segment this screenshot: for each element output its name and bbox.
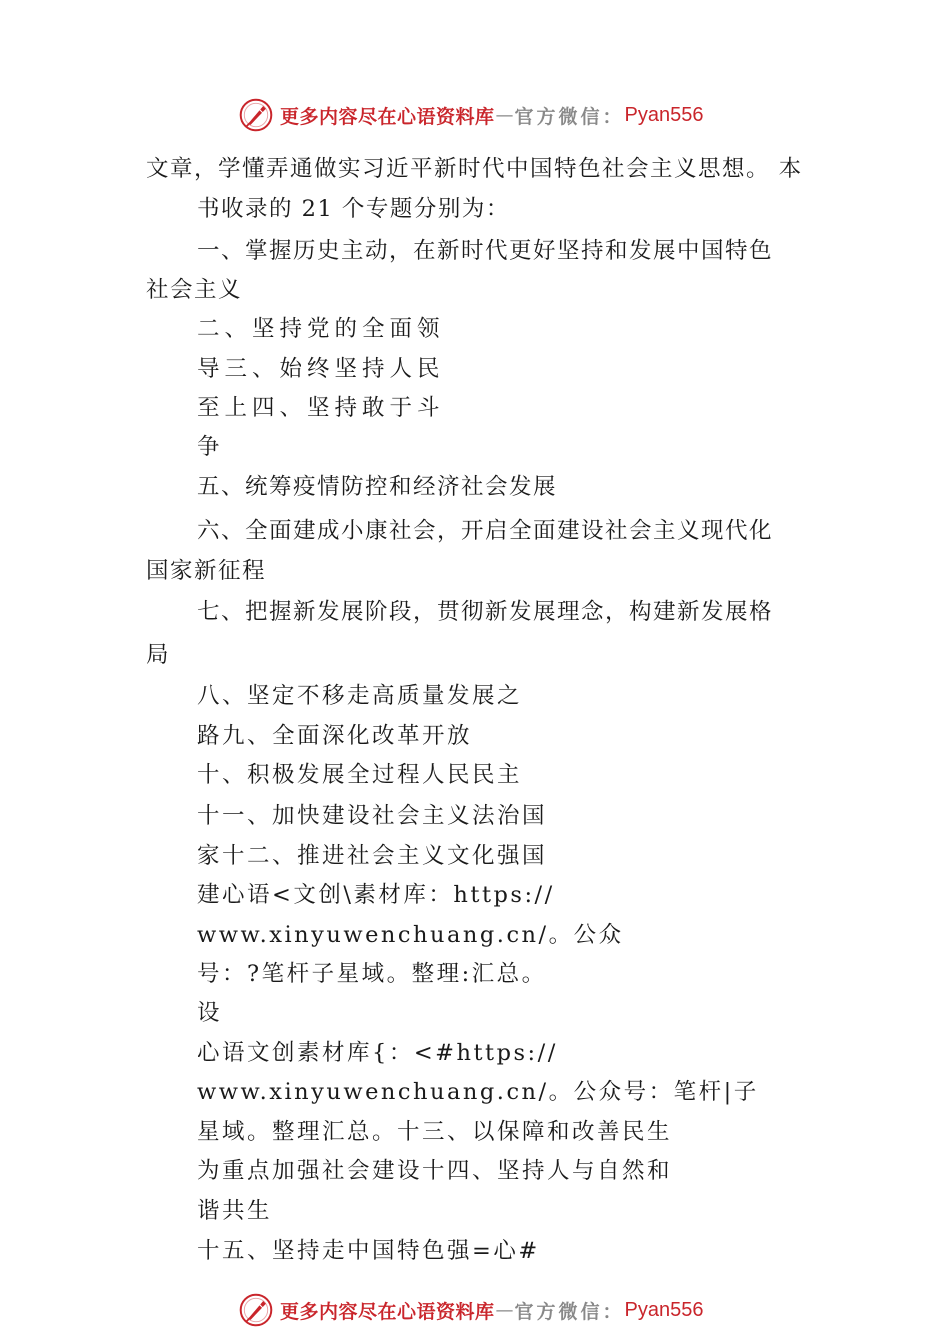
- text-line: 争: [197, 434, 225, 460]
- text-line: 社会主义: [146, 277, 243, 303]
- text-line: 谐共生: [197, 1198, 273, 1224]
- text-line: 十五、坚持走中国特色强=心#: [197, 1238, 540, 1264]
- text-line: 建心语<文创\素材库：https://: [197, 882, 555, 908]
- text-line: 十一、加快建设社会主义法治国: [197, 803, 548, 829]
- text-line: 一、掌握历史主动，在新时代更好坚持和发展中国特色: [197, 238, 774, 264]
- text-line: 二、坚持党的全面领: [197, 316, 445, 342]
- text-line: 心语文创素材库{：<#https://: [197, 1040, 558, 1066]
- text-line: 十、积极发展全过程人民民主: [197, 762, 523, 788]
- watermark-dash: —: [495, 104, 514, 126]
- text-line: www.xinyuwenchuang.cn/。公众: [197, 922, 624, 948]
- text-line: 为重点加强社会建设十四、坚持人与自然和: [197, 1158, 673, 1184]
- text-line: 局: [146, 642, 171, 668]
- text-line: 八、坚定不移走高质量发展之: [197, 683, 523, 709]
- footer-watermark-banner: [238, 1290, 704, 1330]
- text-line: 设: [197, 1000, 223, 1026]
- watermark-wechat-id: Pyan556: [624, 1298, 704, 1321]
- text-line: 七、把握新发展阶段，贯彻新发展理念，构建新发展格: [197, 599, 774, 625]
- watermark-wechat-label: 官方微信：: [514, 1300, 625, 1323]
- text-line: 文章，学懂弄通做实习近平新时代中国特色社会主义思想。 本: [146, 156, 803, 182]
- text-line: 五、统筹疫情防控和经济社会发展: [197, 474, 558, 500]
- watermark-dash: —: [495, 1299, 514, 1321]
- quill-logo-icon: [238, 97, 274, 133]
- watermark-title: 更多内容尽在心语资料库: [280, 105, 495, 128]
- watermark-title: 更多内容尽在心语资料库: [280, 1300, 495, 1323]
- text-line: 路九、全面深化改革开放: [197, 723, 473, 749]
- header-watermark-banner: [238, 95, 704, 135]
- watermark-wechat-id: Pyan556: [624, 103, 704, 126]
- text-line: 家十二、推进社会主义文化强国: [197, 843, 548, 869]
- text-line: 导三、始终坚持人民: [197, 356, 445, 382]
- text-line: 六、全面建成小康社会，开启全面建设社会主义现代化: [197, 518, 774, 544]
- text-line: 星域。整理汇总。十三、以保障和改善民生: [197, 1119, 673, 1145]
- text-line: 号：?笔杆子星域。整理:汇总。: [197, 961, 547, 987]
- quill-logo-icon: [238, 1292, 274, 1328]
- text-line: 书收录的 21 个专题分别为：: [197, 196, 510, 222]
- watermark-wechat-label: 官方微信：: [514, 105, 625, 128]
- text-line: 国家新征程: [146, 558, 267, 584]
- text-line: 至上四、坚持敢于斗: [197, 395, 445, 421]
- text-line: www.xinyuwenchuang.cn/。公众号：笔杆|子: [197, 1079, 759, 1105]
